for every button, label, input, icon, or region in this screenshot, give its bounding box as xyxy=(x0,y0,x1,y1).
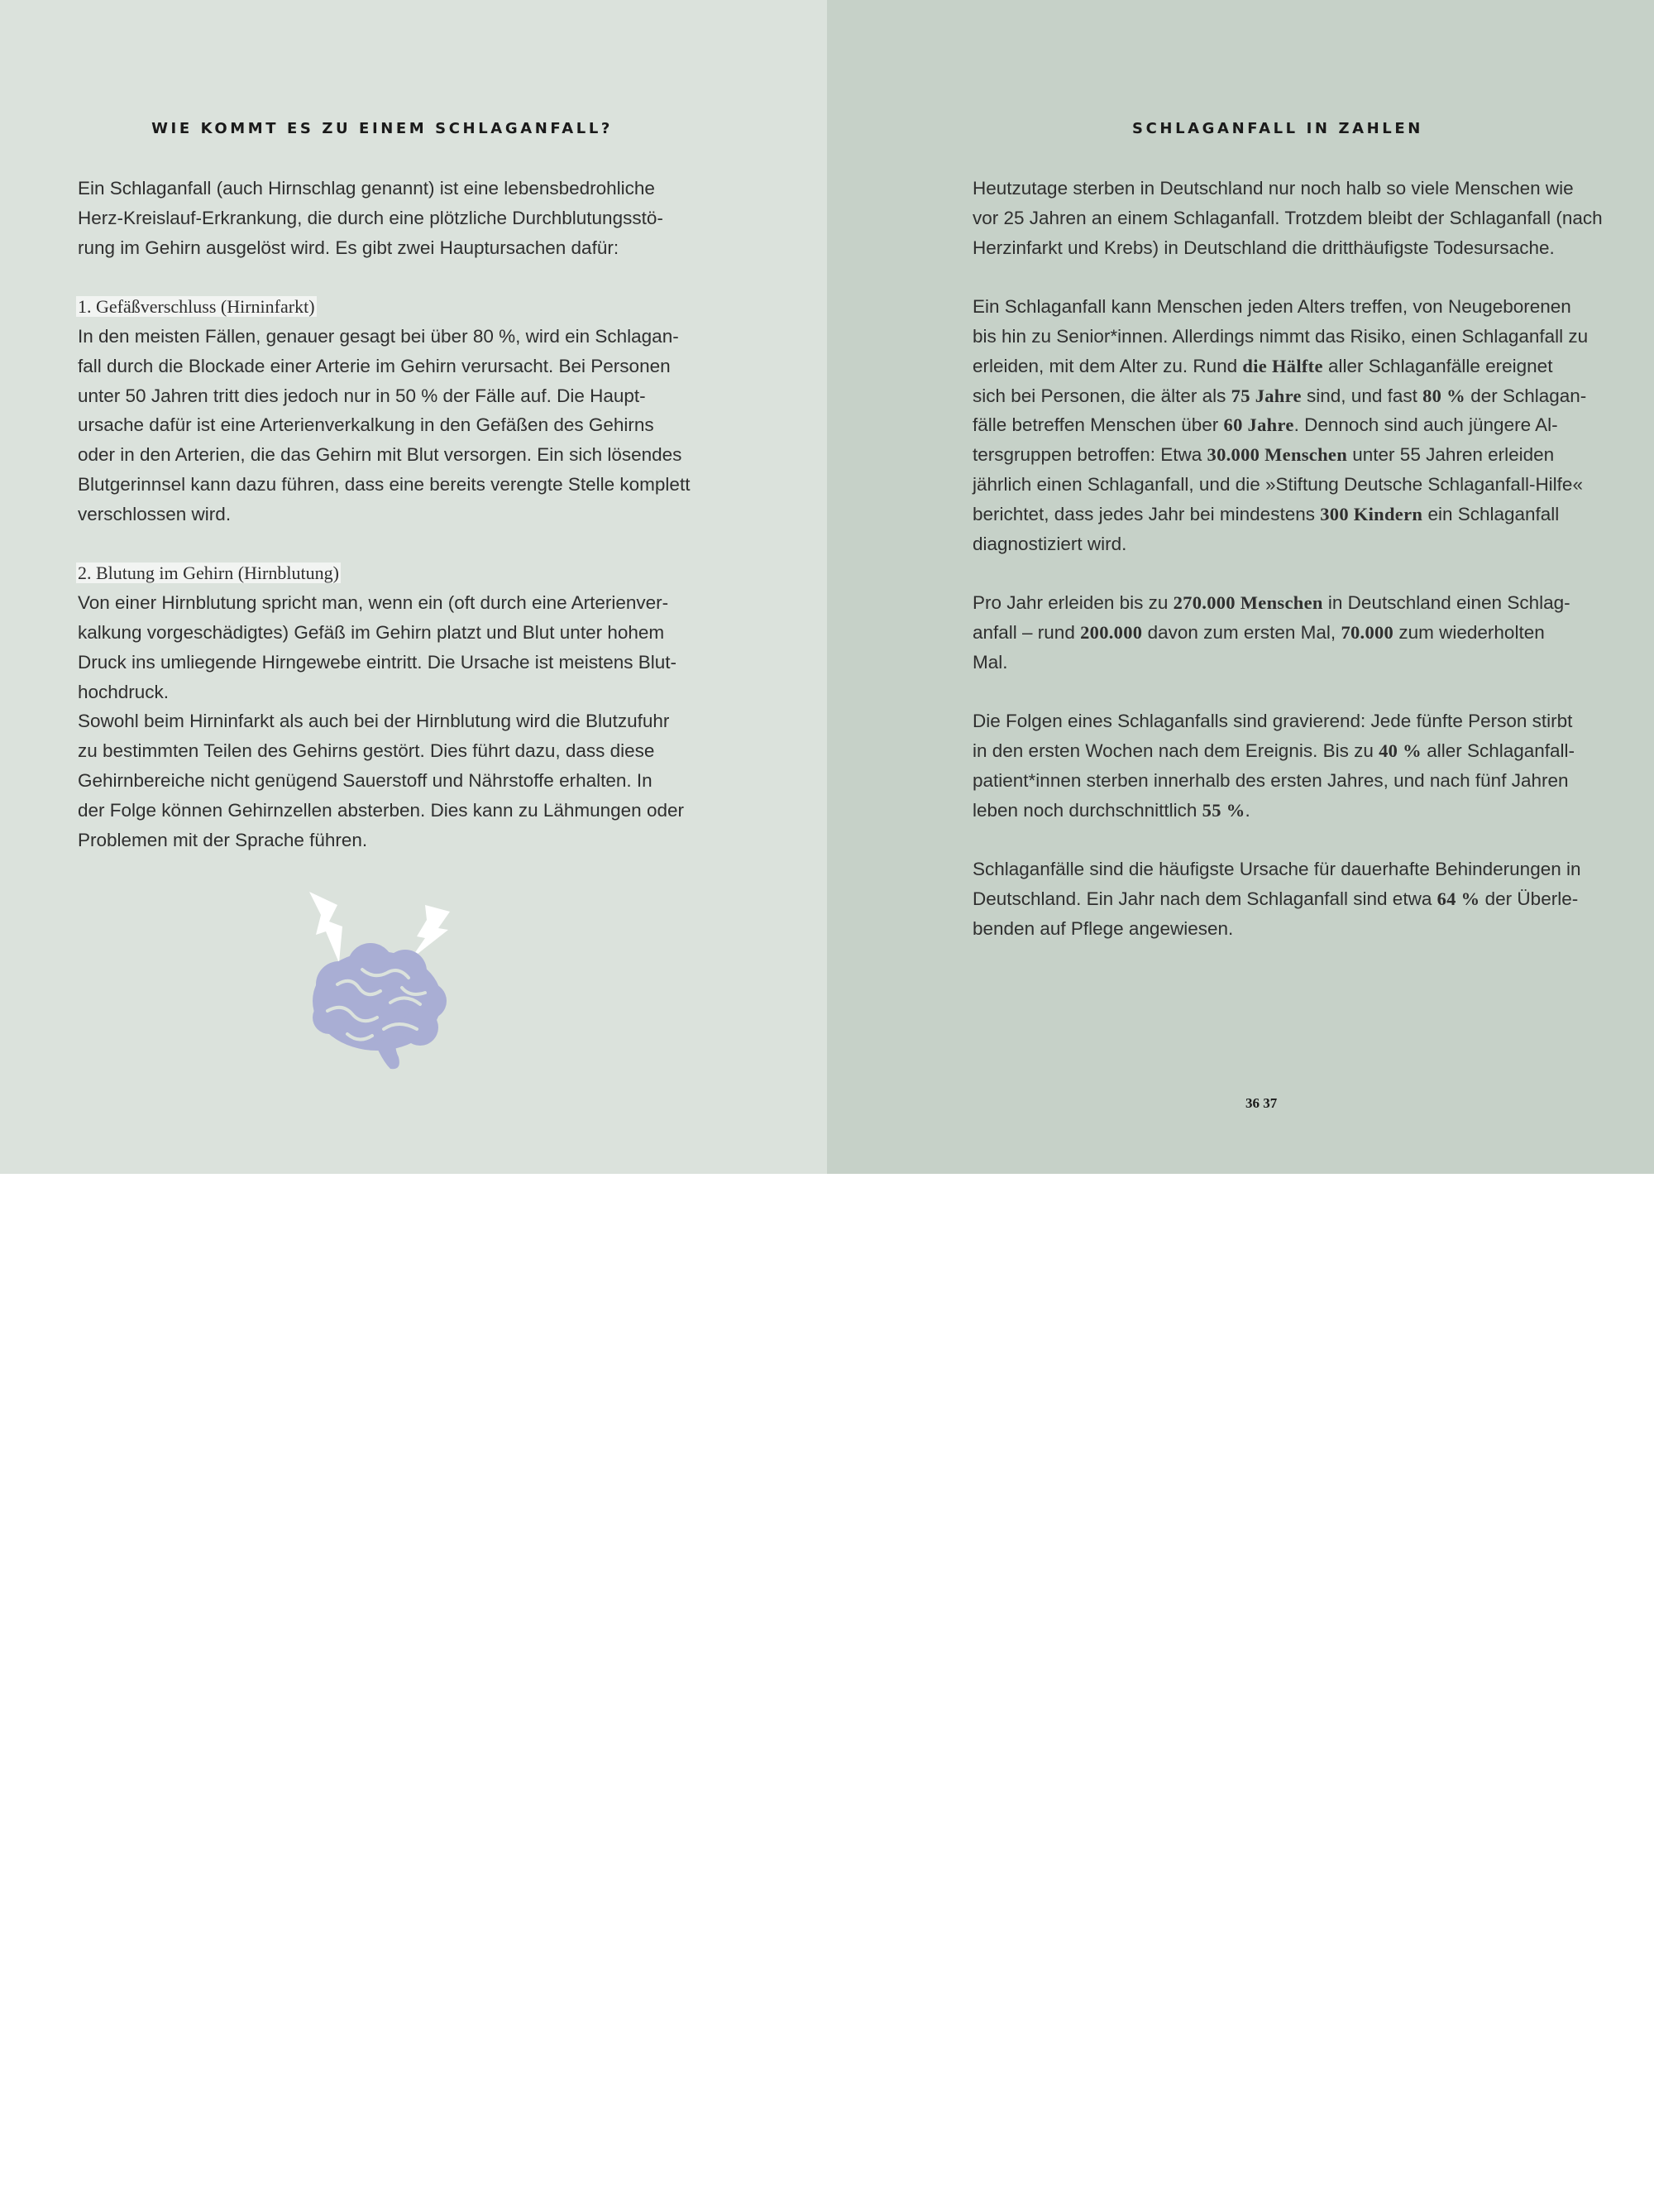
lightning-right-icon xyxy=(410,905,450,960)
text-line: Herz-Kreislauf-Erkrankung, die durch eine plötzliche Durchblutungsstö- xyxy=(78,207,663,228)
lightning-left-icon xyxy=(309,892,342,963)
stat-55-percent: 55 % xyxy=(1202,799,1245,821)
stat-80-percent: 80 % xyxy=(1422,385,1465,406)
text-line: benden auf Pflege angewiesen. xyxy=(973,917,1234,939)
stat-half: die Hälfte xyxy=(1242,355,1323,376)
text-line: Blutgerinnsel kann dazu führen, dass eine bereits verengte Stelle komplett xyxy=(78,473,691,495)
page-number-left: 36 xyxy=(1245,1095,1260,1111)
text-line: Ein Schlaganfall (auch Hirnschlag genannt) ist eine lebensbedrohliche xyxy=(78,178,655,199)
text-line: Pro Jahr erleiden bis zu 270.000 Menschen in Deutschland einen Schlag- xyxy=(973,592,1570,614)
text-line: Mal. xyxy=(973,651,1008,673)
text-line: oder in den Arterien, die das Gehirn mit Blut versorgen. Ein sich lösendes xyxy=(78,444,682,466)
text-line: patient*innen sterben innerhalb des ersten Jahres, und nach fünf Jahren xyxy=(973,769,1569,791)
text-line: unter 50 Jahren tritt dies jedoch nur in 50 % der Fälle auf. Die Haupt- xyxy=(78,385,646,406)
text-line: ursache dafür ist eine Arterienverkalkung in den Gefäßen des Gehirns xyxy=(78,414,654,436)
right-heading: SCHLAGANFALL IN ZAHLEN xyxy=(1132,120,1423,137)
text-line: tersgruppen betroffen: Etwa 30.000 Menschen unter 55 Jahren erleiden xyxy=(973,444,1555,466)
text-line: Schlaganfälle sind die häufigste Ursache für dauerhafte Behinderungen in xyxy=(973,859,1581,880)
stat-75-years: 75 Jahre xyxy=(1231,385,1302,406)
stat-70000: 70.000 xyxy=(1341,621,1394,643)
stat-300-children: 300 Kindern xyxy=(1320,503,1423,524)
text-line: Problemen mit der Sprache führen. xyxy=(78,829,368,850)
text-line: Gehirnbereiche nicht genügend Sauerstoff und Nährstoffe erhalten. In xyxy=(78,769,653,791)
right-column xyxy=(973,174,1603,944)
left-heading: WIE KOMMT ES ZU EINEM SCHLAGANFALL? xyxy=(151,120,613,137)
text-line: in den ersten Wochen nach dem Ereignis. Bis zu 40 % aller Schlaganfall- xyxy=(973,740,1575,762)
subheading-bleeding: 2. Blutung im Gehirn (Hirnblutung) xyxy=(78,563,339,584)
text-line: leben noch durchschnittlich 55 %. xyxy=(973,799,1250,821)
stat-64-percent: 64 % xyxy=(1436,888,1480,910)
stat-30000: 30.000 Menschen xyxy=(1207,444,1348,466)
text-line: rung im Gehirn ausgelöst wird. Es gibt zwei Hauptursachen dafür: xyxy=(78,237,619,258)
text-line: Sowohl beim Hirninfarkt als auch bei der Hirnblutung wird die Blutzufuhr xyxy=(78,711,670,732)
text-line: der Folge können Gehirnzellen absterben. Dies kann zu Lähmungen oder xyxy=(78,799,684,821)
text-line: Herzinfarkt und Krebs) in Deutschland die dritthäufigste Todesursache. xyxy=(973,237,1555,258)
text-line: Druck ins umliegende Hirngewebe eintritt. Die Ursache ist meistens Blut- xyxy=(78,651,677,673)
left-column xyxy=(78,174,690,855)
text-line: In den meisten Fällen, genauer gesagt bei über 80 %, wird ein Schlagan- xyxy=(78,325,679,347)
text-line: jährlich einen Schlaganfall, und die »Stiftung Deutsche Schlaganfall-Hilfe« xyxy=(973,473,1583,495)
text-line: fall durch die Blockade einer Arterie im Gehirn verursacht. Bei Personen xyxy=(78,355,671,376)
stat-40-percent: 40 % xyxy=(1379,740,1422,762)
stat-270000: 270.000 Menschen xyxy=(1173,592,1323,614)
text-line: Heutzutage sterben in Deutschland nur noch halb so viele Menschen wie xyxy=(973,178,1574,199)
text-line: Ein Schlaganfall kann Menschen jeden Alters treffen, von Neugeborenen xyxy=(973,296,1571,318)
left-page xyxy=(0,0,827,1174)
text-line: Deutschland. Ein Jahr nach dem Schlaganfall sind etwa 64 % der Überle- xyxy=(973,888,1579,910)
text-line: erleiden, mit dem Alter zu. Rund die Hälfte aller Schlaganfälle ereignet xyxy=(973,355,1553,376)
text-line: Die Folgen eines Schlaganfalls sind gravierend: Jede fünfte Person stirbt xyxy=(973,711,1573,732)
text-line: vor 25 Jahren an einem Schlaganfall. Trotzdem bleibt der Schlaganfall (nach xyxy=(973,207,1603,228)
page-number-right: 37 xyxy=(1263,1095,1278,1111)
text-line: fälle betreffen Menschen über 60 Jahre. Dennoch sind auch jüngere Al- xyxy=(973,414,1558,436)
text-line: zu bestimmten Teilen des Gehirns gestört. Dies führt dazu, dass diese xyxy=(78,740,655,762)
text-line: Von einer Hirnblutung spricht man, wenn ein (oft durch eine Arterienver- xyxy=(78,592,669,614)
right-page xyxy=(827,0,1654,1174)
text-line: berichtet, dass jedes Jahr bei mindestens 300 Kindern ein Schlaganfall xyxy=(973,503,1560,524)
text-line: verschlossen wird. xyxy=(78,503,232,524)
page-numbers xyxy=(1245,1095,1277,1112)
text-line: diagnostiziert wird. xyxy=(973,533,1127,554)
text-line: sich bei Personen, die älter als 75 Jahre sind, und fast 80 % der Schlagan- xyxy=(973,385,1587,406)
brain-icon xyxy=(304,887,461,1073)
stat-200000: 200.000 xyxy=(1080,621,1143,643)
subheading-occlusion: 1. Gefäßverschluss (Hirninfarkt) xyxy=(78,296,315,318)
stat-60-years: 60 Jahre xyxy=(1223,414,1294,436)
text-line: hochdruck. xyxy=(78,681,170,702)
text-line: anfall – rund 200.000 davon zum ersten Mal, 70.000 zum wiederholten xyxy=(973,621,1545,643)
text-line: kalkung vorgeschädigtes) Gefäß im Gehirn platzt und Blut unter hohem xyxy=(78,621,665,643)
text-line: bis hin zu Senior*innen. Allerdings nimmt das Risiko, einen Schlaganfall zu xyxy=(973,325,1589,347)
